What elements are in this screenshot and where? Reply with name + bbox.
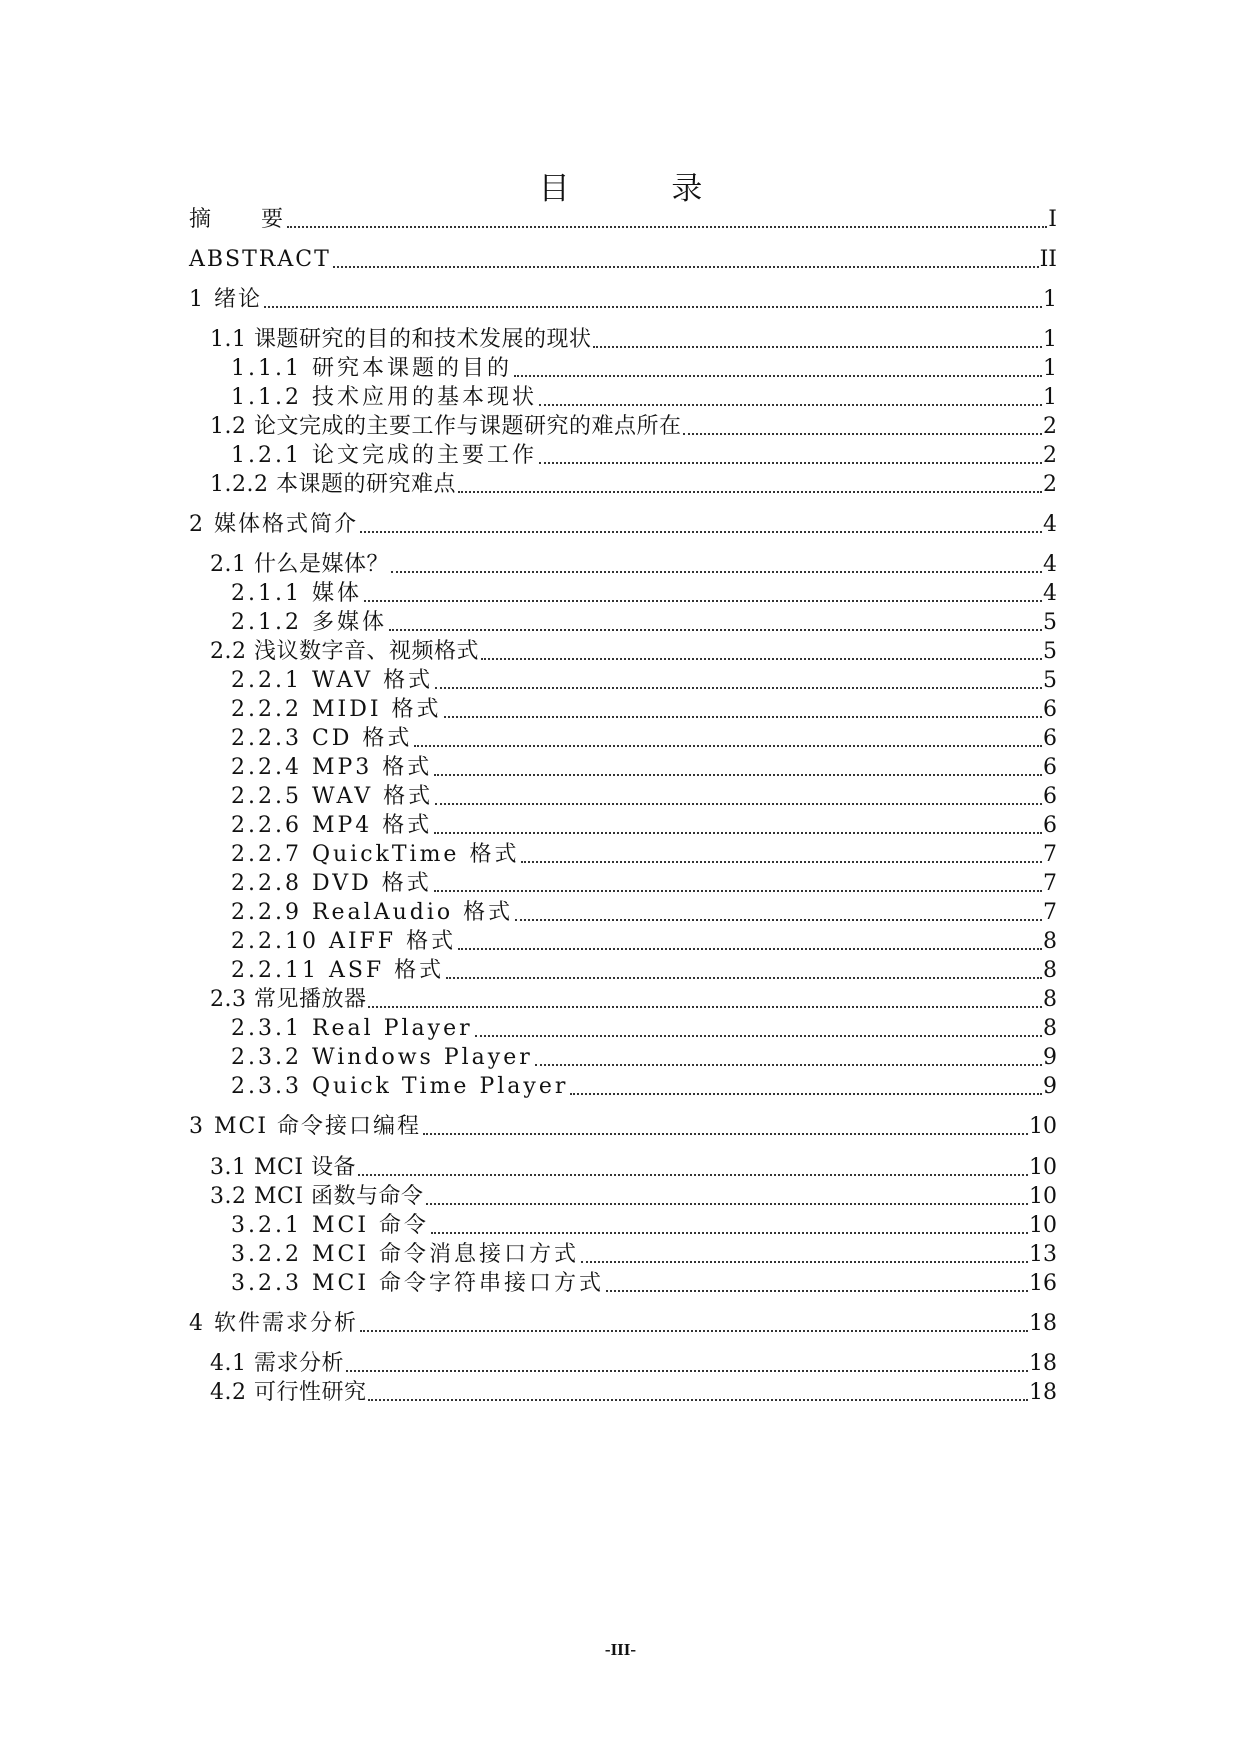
toc-entry[interactable]: [189, 549, 1057, 579]
toc-entry[interactable]: [189, 781, 1057, 811]
toc-leader-dots: [431, 1232, 1028, 1234]
toc-entry[interactable]: [189, 665, 1057, 695]
toc-entry[interactable]: [189, 926, 1057, 956]
toc-entry[interactable]: [189, 1377, 1057, 1407]
toc-leader-dots: [435, 803, 1042, 805]
toc-entry-page-number: 2: [1043, 472, 1057, 497]
toc-entry[interactable]: [189, 984, 1057, 1014]
toc-leader-dots: [593, 346, 1042, 348]
toc-entry-label: 4.1 需求分析: [210, 1351, 344, 1376]
toc-entry-label: 摘 要: [189, 207, 286, 232]
toc-entry-label: 2.2.6 MP4 格式: [231, 813, 433, 838]
toc-leader-dots: [446, 977, 1042, 979]
toc-entry-label: 2.3 常见播放器: [210, 987, 367, 1012]
toc-entry-label: 2.1.2 多媒体: [231, 610, 387, 635]
toc-leader-dots: [570, 1093, 1042, 1095]
toc-entry-page-number: 7: [1043, 900, 1057, 925]
toc-leader-dots: [481, 658, 1042, 660]
toc-entry-page-number: 6: [1043, 726, 1057, 751]
toc-entry-page-number: 6: [1043, 784, 1057, 809]
toc-entry[interactable]: [189, 810, 1057, 840]
toc-entry-label: 2.2.2 MIDI 格式: [231, 697, 442, 722]
table-of-contents: [189, 0, 1057, 1754]
toc-entry-page-number: 18: [1029, 1311, 1057, 1336]
toc-leader-dots: [360, 1330, 1028, 1332]
toc-entry[interactable]: [189, 723, 1057, 753]
toc-entry-page-number: 5: [1043, 639, 1057, 664]
toc-leader-dots: [423, 1133, 1028, 1135]
toc-entry-label: 2.2.7 QuickTime 格式: [231, 842, 520, 867]
toc-entry[interactable]: [189, 1210, 1057, 1240]
toc-entry[interactable]: [189, 440, 1057, 470]
toc-entry[interactable]: [189, 578, 1057, 608]
toc-entry[interactable]: [189, 411, 1057, 441]
toc-entry-label: 2.2.3 CD 格式: [231, 726, 413, 751]
toc-leader-dots: [360, 531, 1042, 533]
toc-leader-dots: [444, 716, 1042, 718]
toc-entry[interactable]: [189, 1308, 1057, 1338]
toc-entry-page-number: 10: [1029, 1114, 1057, 1139]
toc-entry-label: 1 绪论: [189, 287, 262, 312]
toc-leader-dots: [264, 306, 1042, 308]
toc-entry-label: 3.1 MCI 设备: [210, 1155, 357, 1180]
toc-entry[interactable]: [189, 1013, 1057, 1043]
toc-entry[interactable]: [189, 1111, 1057, 1141]
toc-entry-page-number: I: [1048, 207, 1057, 232]
toc-entry-page-number: 18: [1029, 1351, 1057, 1376]
toc-leader-dots: [475, 1035, 1042, 1037]
toc-entry-page-number: 13: [1029, 1242, 1057, 1267]
toc-entry-page-number: 18: [1029, 1380, 1057, 1405]
toc-entry[interactable]: [189, 469, 1057, 499]
toc-entry-page-number: 1: [1043, 287, 1057, 312]
toc-entry-page-number: 4: [1043, 512, 1057, 537]
toc-entry[interactable]: [189, 839, 1057, 869]
toc-leader-dots: [458, 948, 1042, 950]
toc-entry-page-number: 1: [1043, 327, 1057, 352]
toc-entry[interactable]: [189, 1071, 1057, 1101]
toc-entry[interactable]: [189, 509, 1057, 539]
toc-leader-dots: [364, 600, 1042, 602]
toc-entry-label: 2.2.9 RealAudio 格式: [231, 900, 514, 925]
toc-entry-page-number: 10: [1029, 1213, 1057, 1238]
toc-entry-label: 2.2.10 AIFF 格式: [231, 929, 457, 954]
toc-entry-label: 3.2.1 MCI 命令: [231, 1213, 430, 1238]
toc-entry-page-number: 2: [1043, 443, 1057, 468]
toc-entry-label: 4 软件需求分析: [189, 1311, 358, 1336]
toc-entry-label: 2 媒体格式简介: [189, 512, 358, 537]
toc-entry[interactable]: [189, 955, 1057, 985]
toc-entry-page-number: 5: [1043, 668, 1057, 693]
toc-entry[interactable]: [189, 1042, 1057, 1072]
toc-entry[interactable]: [189, 353, 1057, 383]
toc-leader-dots: [434, 832, 1042, 834]
toc-leader-dots: [426, 1203, 1028, 1205]
toc-leader-dots: [535, 1064, 1042, 1066]
toc-entry-page-number: 7: [1043, 871, 1057, 896]
toc-entry-page-number: II: [1039, 247, 1057, 272]
toc-entry-page-number: 10: [1029, 1155, 1057, 1180]
toc-leader-dots: [368, 1399, 1028, 1401]
toc-entry-label: ABSTRACT: [189, 247, 331, 272]
toc-entry-label: 3.2.3 MCI 命令字符串接口方式: [231, 1271, 605, 1296]
toc-entry-page-number: 1: [1043, 385, 1057, 410]
toc-entry-page-number: 4: [1043, 581, 1057, 606]
toc-entry-label: 1.2.1 论文完成的主要工作: [231, 443, 537, 468]
toc-entry-label: 1.2.2 本课题的研究难点: [210, 472, 456, 497]
toc-entry-page-number: 10: [1029, 1184, 1057, 1209]
toc-entry-page-number: 8: [1043, 987, 1057, 1012]
toc-leader-dots: [389, 629, 1042, 631]
toc-leader-dots: [358, 1174, 1028, 1176]
toc-entry-label: 2.3.1 Real Player: [231, 1016, 473, 1041]
toc-entry[interactable]: [189, 636, 1057, 666]
toc-entry-page-number: 7: [1043, 842, 1057, 867]
toc-entry[interactable]: [189, 607, 1057, 637]
toc-entry-label: 2.1 什么是媒体？: [210, 552, 389, 577]
toc-entry-page-number: 8: [1043, 929, 1057, 954]
toc-entry[interactable]: [189, 382, 1057, 412]
toc-entry[interactable]: [189, 752, 1057, 782]
toc-leader-dots: [539, 462, 1042, 464]
toc-entry-page-number: 16: [1029, 1271, 1057, 1296]
toc-entry[interactable]: [189, 1152, 1057, 1182]
toc-entry-label: 2.2.4 MP3 格式: [231, 755, 433, 780]
toc-leader-dots: [434, 774, 1042, 776]
toc-entry-page-number: 4: [1043, 552, 1057, 577]
toc-leader-dots: [515, 919, 1042, 921]
toc-entry-label: 2.2.5 WAV 格式: [231, 784, 434, 809]
toc-leader-dots: [434, 890, 1042, 892]
toc-entry[interactable]: [189, 244, 1057, 274]
toc-entry-label: 1.1.2 技术应用的基本现状: [231, 385, 537, 410]
toc-entry-page-number: 9: [1043, 1074, 1057, 1099]
toc-leader-dots: [458, 491, 1042, 493]
toc-leader-dots: [683, 433, 1042, 435]
toc-leader-dots: [391, 571, 1042, 573]
toc-entry-page-number: 8: [1043, 958, 1057, 983]
toc-entry-label: 1.1 课题研究的目的和技术发展的现状: [210, 327, 592, 352]
toc-entry-page-number: 6: [1043, 813, 1057, 838]
toc-entry-label: 3.2 MCI 函数与命令: [210, 1184, 424, 1209]
toc-leader-dots: [606, 1290, 1028, 1292]
toc-entry-page-number: 6: [1043, 755, 1057, 780]
toc-leader-dots: [521, 861, 1042, 863]
toc-entry-page-number: 1: [1043, 356, 1057, 381]
toc-entry[interactable]: [189, 1181, 1057, 1211]
toc-entry-label: 3.2.2 MCI 命令消息接口方式: [231, 1242, 580, 1267]
toc-entry-page-number: 8: [1043, 1016, 1057, 1041]
page-number-footer: -III-: [604, 1640, 637, 1659]
toc-leader-dots: [287, 226, 1047, 228]
toc-leader-dots: [414, 745, 1042, 747]
page-title: 目 录: [538, 171, 749, 207]
toc-leader-dots: [346, 1370, 1028, 1372]
toc-entry-label: 1.2 论文完成的主要工作与课题研究的难点所在: [210, 414, 682, 439]
toc-entry-label: 2.1.1 媒体: [231, 581, 362, 606]
toc-entry[interactable]: [189, 1348, 1057, 1378]
toc-entry-label: 2.2.11 ASF 格式: [231, 958, 445, 983]
toc-entry-page-number: 9: [1043, 1045, 1057, 1070]
toc-entry[interactable]: [189, 324, 1057, 354]
toc-entry[interactable]: [189, 204, 1057, 234]
toc-leader-dots: [581, 1261, 1028, 1263]
toc-entry-label: 1.1.1 研究本课题的目的: [231, 356, 512, 381]
toc-entry-label: 2.2.1 WAV 格式: [231, 668, 434, 693]
toc-entry-page-number: 6: [1043, 697, 1057, 722]
toc-entry-label: 2.3.2 Windows Player: [231, 1045, 533, 1070]
toc-entry[interactable]: [189, 694, 1057, 724]
toc-leader-dots: [368, 1006, 1042, 1008]
toc-entry[interactable]: [189, 1268, 1057, 1298]
toc-entry-label: 2.2 浅议数字音、视频格式: [210, 639, 479, 664]
toc-entry[interactable]: [189, 868, 1057, 898]
toc-entry[interactable]: [189, 897, 1057, 927]
toc-entry-page-number: 5: [1043, 610, 1057, 635]
toc-entry-label: 3 MCI 命令接口编程: [189, 1114, 422, 1139]
toc-entry-label: 4.2 可行性研究: [210, 1380, 367, 1405]
toc-leader-dots: [435, 687, 1042, 689]
toc-leader-dots: [539, 404, 1042, 406]
toc-leader-dots: [514, 375, 1042, 377]
toc-entry[interactable]: [189, 284, 1057, 314]
toc-entry-label: 2.2.8 DVD 格式: [231, 871, 432, 896]
toc-leader-dots: [333, 266, 1039, 268]
toc-entry[interactable]: [189, 1239, 1057, 1269]
toc-entry-label: 2.3.3 Quick Time Player: [231, 1074, 569, 1099]
toc-entry-page-number: 2: [1043, 414, 1057, 439]
